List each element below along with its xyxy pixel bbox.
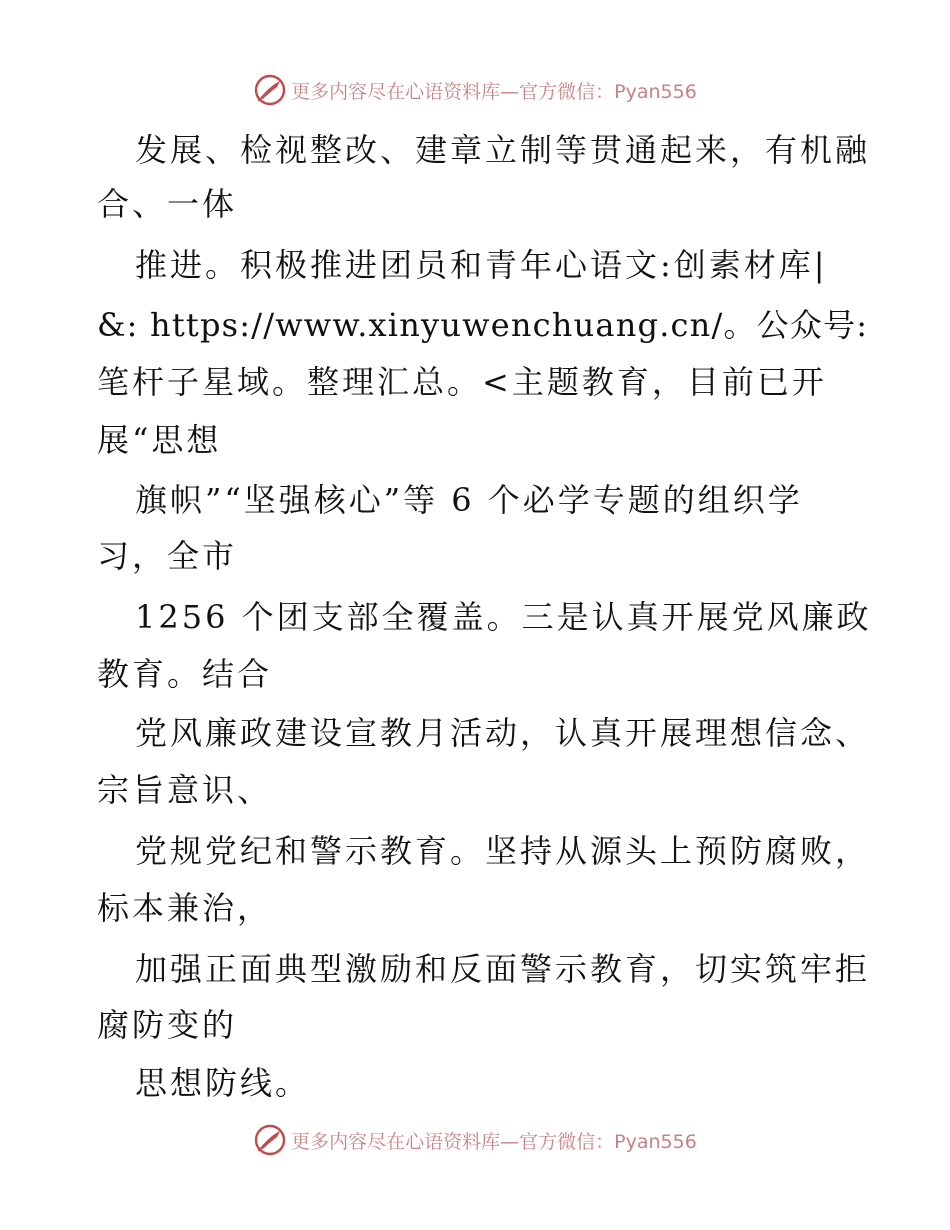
- body-line: 笔杆子星域。整理汇总。<主题教育，目前已开: [97, 363, 827, 401]
- watermark-text: 更多内容尽在心语资料库—官方微信：Pyan556: [291, 80, 697, 103]
- body-line: &: https://www.xinyuwenchuang.cn/。公众号:: [97, 306, 869, 344]
- body-line: 党规党纪和警示教育。坚持从源头上预防腐败，: [135, 832, 871, 870]
- body-line: 发展、检视整改、建章立制等贯通起来，有机融: [135, 131, 871, 169]
- body-line: 展“思想: [97, 421, 222, 459]
- body-line: 1256 个团支部全覆盖。三是认真开展党风廉政: [135, 598, 872, 636]
- body-line: 思想防线。: [135, 1064, 311, 1102]
- body-line: 旗帜”“坚强核心”等 6 个必学专题的组织学: [135, 481, 803, 519]
- body-line: 推进。积极推进团员和青年心语文:创素材库|: [135, 246, 828, 284]
- brush-logo-icon: [253, 73, 287, 107]
- watermark-text: 更多内容尽在心语资料库—官方微信：Pyan556: [291, 1130, 697, 1153]
- header-watermark: [0, 70, 950, 110]
- body-line: 标本兼治，: [97, 889, 273, 927]
- body-line: 腐防变的: [97, 1006, 238, 1044]
- body-line: 合、一体: [97, 185, 238, 223]
- body-line: 教育。结合: [97, 655, 273, 693]
- body-line: 习，全市: [97, 537, 238, 575]
- body-line: 党风廉政建设宣教月活动，认真开展理想信念、: [135, 714, 871, 752]
- footer-watermark: [0, 1120, 950, 1160]
- body-line: 宗旨意识、: [97, 771, 273, 809]
- brush-logo-icon: [253, 1123, 287, 1157]
- body-line: 加强正面典型激励和反面警示教育，切实筑牢拒: [135, 950, 871, 988]
